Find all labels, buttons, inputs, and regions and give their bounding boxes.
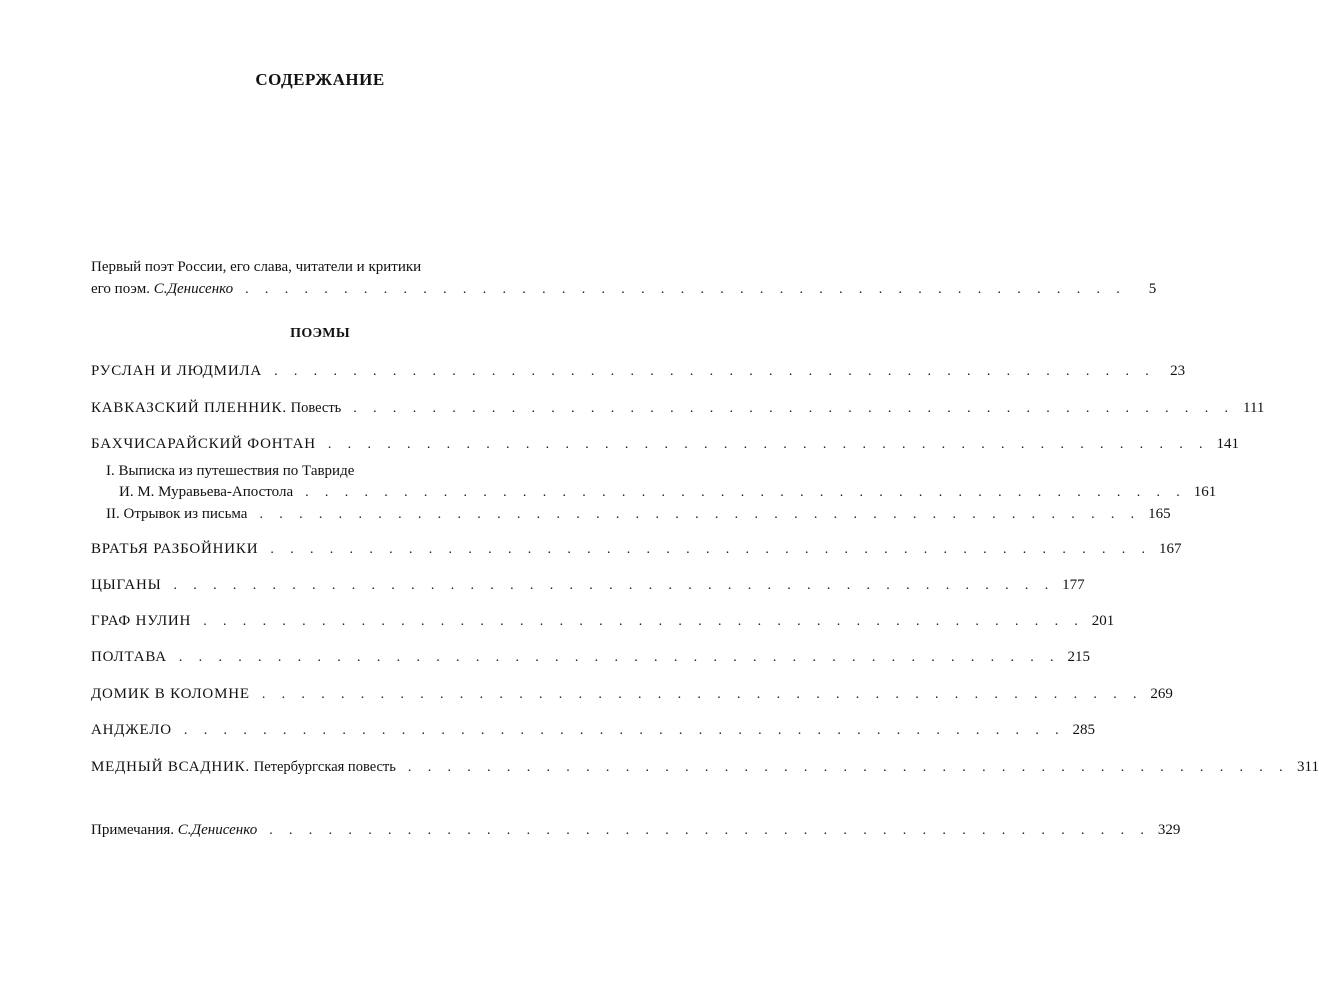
- toc-entry[interactable]: [91, 360, 1186, 382]
- page-number: 161: [1193, 484, 1217, 500]
- entry-title: АНДЖЕЛО: [91, 722, 172, 738]
- dot-leader: . . . . . . . . . . . . . . . . . . . . . . . . . . . . . . . . . . . . . . . . . . . . .: [327, 437, 1209, 452]
- page-number: 141: [1216, 436, 1239, 452]
- entry-title: ВРАТЬЯ РАЗБОЙНИКИ: [91, 541, 259, 557]
- page-number: 285: [1072, 722, 1096, 738]
- sub-entry-line-2: И. М. Муравьева-Апостола: [119, 484, 294, 500]
- dot-leader: . . . . . . . . . . . . . . . . . . . . . . . . . . . . . . . . . . . . . . . . . . . . .: [274, 364, 1156, 379]
- intro-line-2: [91, 278, 233, 300]
- page-title: СОДЕРЖАНИЕ: [255, 70, 385, 89]
- dot-leader: . . . . . . . . . . . . . . . . . . . . . . . . . . . . . . . . . . . . . . . . . . . . .: [183, 723, 1066, 738]
- toc-entry-notes[interactable]: [91, 819, 1181, 841]
- page-number: 269: [1150, 686, 1173, 702]
- dot-leader: . . . . . . . . . . . . . . . . . . . . . . . . . . . . . . . . . . . . . . . . . . . . .: [270, 542, 1152, 557]
- page-number: 177: [1062, 577, 1085, 593]
- entry-title: РУСЛАН И ЛЮДМИЛА: [91, 363, 263, 379]
- page-number: 329: [1157, 822, 1181, 838]
- page-number: 167: [1158, 541, 1182, 557]
- dot-leader: . . . . . . . . . . . . . . . . . . . . . . . . . . . . . . . . . . . . . . . . . . . . .: [269, 823, 1151, 838]
- toc-entry[interactable]: [91, 574, 1085, 596]
- entry-title: ПОЛТАВА: [91, 649, 167, 665]
- dot-leader: . . . . . . . . . . . . . . . . . . . . . . . . . . . . . . . . . . . . . . . . . . . . .: [178, 650, 1060, 665]
- dot-leader: . . . . . . . . . . . . . . . . . . . . . . . . . . . . . . . . . . . . . . . . . . . . .: [173, 578, 1055, 593]
- toc-entry[interactable]: [91, 433, 1239, 455]
- page-number: 215: [1067, 649, 1090, 665]
- toc-entry-intro[interactable]: [91, 278, 1157, 300]
- entry-title: МЕДНЫЙ ВСАДНИК.: [91, 759, 250, 775]
- notes-text: Примечания.: [91, 822, 175, 838]
- toc-entry[interactable]: [91, 756, 1319, 778]
- entry-title: ГРАФ НУЛИН: [91, 613, 192, 629]
- notes-author: С.Денисенко: [177, 822, 258, 838]
- dot-leader: . . . . . . . . . . . . . . . . . . . . . . . . . . . . . . . . . . . . . . . . . . . . .: [203, 614, 1085, 629]
- dot-leader: . . . . . . . . . . . . . . . . . . . . . . . . . . . . . . . . . . . . . . . . . . . . .: [245, 282, 1127, 297]
- dot-leader: . . . . . . . . . . . . . . . . . . . . . . . . . . . . . . . . . . . . . . . . . . . . .: [407, 760, 1289, 775]
- dot-leader: . . . . . . . . . . . . . . . . . . . . . . . . . . . . . . . . . . . . . . . . . . . . .: [259, 507, 1141, 522]
- page-number: 5: [1148, 281, 1157, 297]
- toc-entry[interactable]: [91, 538, 1182, 560]
- entry-subtitle: Повесть: [290, 400, 342, 416]
- intro-line-2-text: его поэм.: [91, 281, 150, 297]
- toc-entry[interactable]: [91, 683, 1173, 705]
- page-number: 111: [1243, 400, 1265, 416]
- sub-entry-line-1: I. Выписка из путешествия по Тавриде: [106, 463, 355, 479]
- entry-title: КАВКАЗСКИЙ ПЛЕННИК.: [91, 400, 287, 416]
- intro-author: С.Денисенко: [153, 281, 234, 297]
- intro-line-1: Первый поэт России, его слава, читатели и критики: [91, 259, 422, 275]
- toc-entry[interactable]: [91, 610, 1115, 632]
- entry-title: ДОМИК В КОЛОМНЕ: [91, 686, 250, 702]
- toc-entry[interactable]: [91, 646, 1090, 668]
- page-number: 311: [1297, 759, 1319, 775]
- section-title: ПОЭМЫ: [290, 326, 350, 341]
- dot-leader: . . . . . . . . . . . . . . . . . . . . . . . . . . . . . . . . . . . . . . . . . . . . .: [261, 687, 1143, 702]
- dot-leader: . . . . . . . . . . . . . . . . . . . . . . . . . . . . . . . . . . . . . . . . . . . . .: [353, 401, 1235, 416]
- entry-title: БАХЧИСАРАЙСКИЙ ФОНТАН: [91, 436, 316, 452]
- sub-entry-title: II. Отрывок из письма: [106, 506, 248, 522]
- page-number: 23: [1170, 363, 1186, 379]
- entry-title: ЦЫГАНЫ: [91, 577, 162, 593]
- toc-sub-entry[interactable]: [119, 481, 1217, 503]
- toc-entry[interactable]: [91, 719, 1096, 741]
- dot-leader: . . . . . . . . . . . . . . . . . . . . . . . . . . . . . . . . . . . . . . . . . . . . .: [305, 485, 1187, 500]
- page-number: 201: [1091, 613, 1115, 629]
- page-number: 165: [1148, 506, 1171, 522]
- toc-entry[interactable]: [91, 397, 1265, 419]
- entry-subtitle: Петербургская повесть: [253, 759, 396, 775]
- toc-sub-entry[interactable]: [106, 503, 1171, 525]
